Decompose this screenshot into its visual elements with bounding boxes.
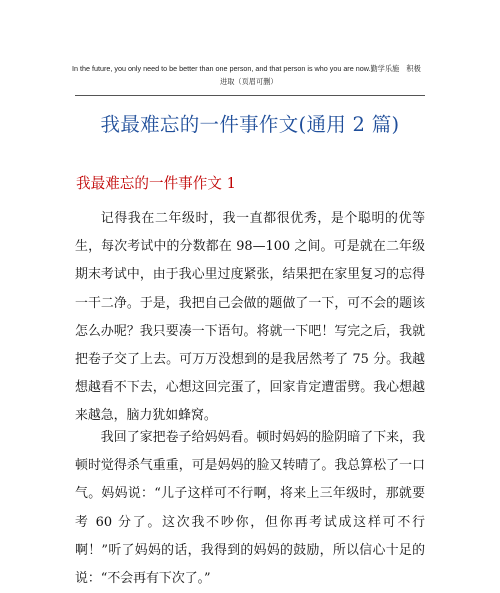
paragraph-2: 我回了家把卷子给妈妈看。顿时妈妈的脸阴暗了下来，我顿时觉得杀气重重，可是妈妈的脸又转晴了。我总算松了一口气。妈妈说：“儿子这样可不行啊，将来上三年级时，那就要考 60 分了。这次我不吵你，但你再考试成这样可不行啊！”听了妈妈的话，我得到的妈妈的鼓励，所以信心十足的说：“不会再有下次了。” [75, 430, 425, 587]
page-header [72, 62, 432, 88]
document-title: 我最难忘的一件事作文(通用 2 篇) [100, 113, 400, 136]
section-title: 我最难忘的一件事作文 1 [76, 175, 236, 192]
header-note: 进取（页眉可删） [220, 77, 278, 86]
header-divider [75, 95, 425, 96]
paragraph-1: 记得我在二年级时，我一直都很优秀，是个聪明的优等生，每次考试中的分数都在 98—100 之间。可是就在二年级期末考试中，由于我心里过度紧张，结果把在家里复习的忘得一干二净。于是，我把自己会做的题做了一下，可不会的题该怎么办呢？我只要凑一下语句。将就一下吧！写完之后，我就把卷子交了上去。可万万没想到的是我居然考了 75 分。我越想越看不下去，心想这回完蛋了，回家肯定遭雷劈。我心想越来越急，脑力犹如蜂窝。 [75, 211, 425, 424]
header-motto: In the future, you only need to be better than one person, and that person is who you are now.勤学乐施 积极 [72, 64, 421, 73]
